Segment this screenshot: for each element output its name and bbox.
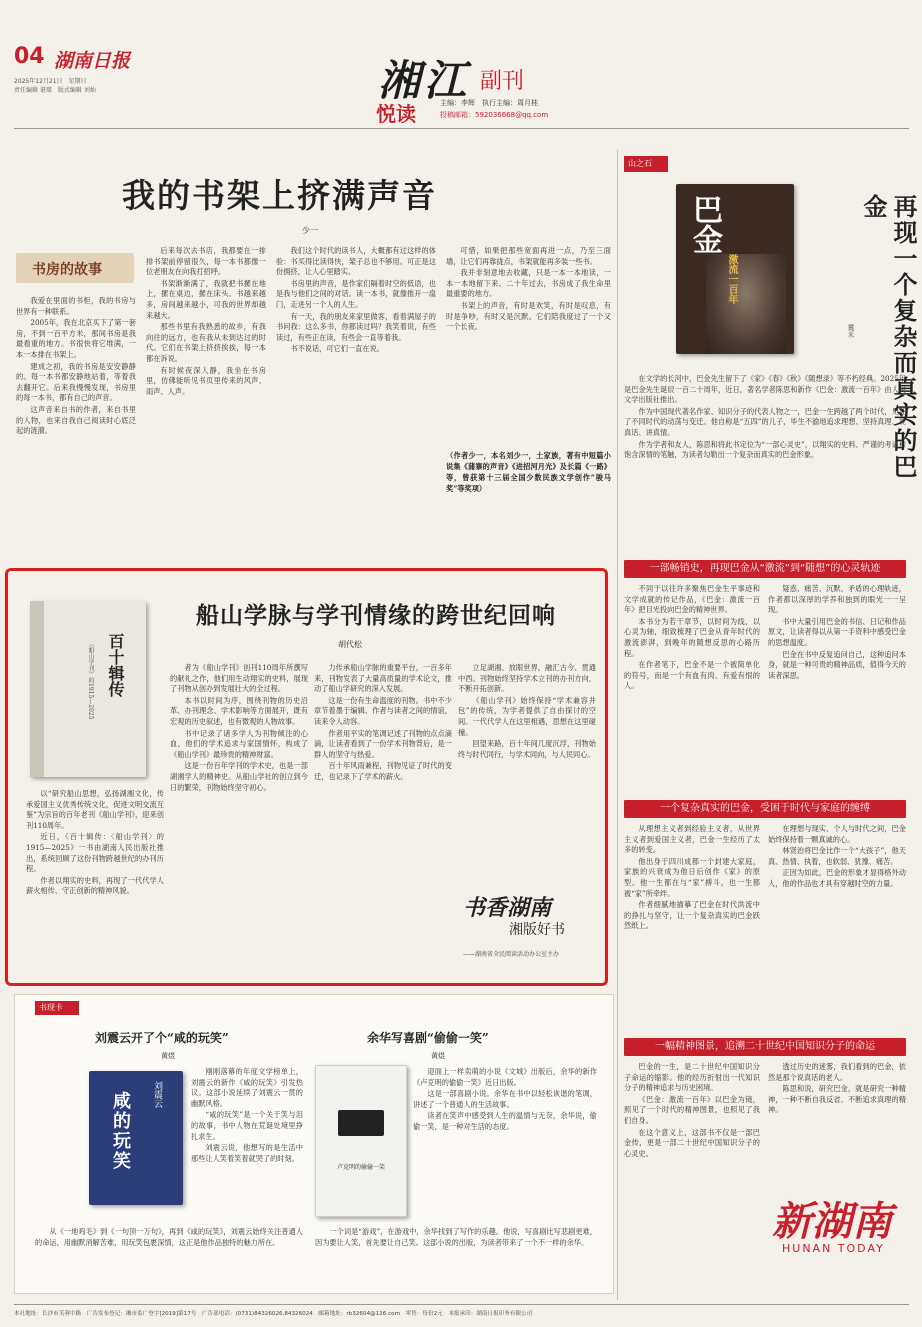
cover-subtitle: 激流一百年	[726, 254, 737, 304]
sidebar-section3-band: 一幅精神图景，追溯二十世纪中国知识分子的命运	[624, 1038, 906, 1056]
sidebar-section2-band: 一个复杂真实的巴金，受困于时代与家庭的缠缚	[624, 800, 906, 818]
editor-line: 责任编辑 谌璨 版式编辑 刘灿	[14, 87, 96, 94]
feature-book-title: 百十辑传	[106, 633, 125, 697]
masthead	[14, 44, 164, 99]
feature-box	[5, 568, 608, 986]
masthead-rule	[14, 128, 909, 129]
sidebar-book-cover	[676, 184, 794, 354]
left-review-bottom: 从《一地鸡毛》到《一句顶一万句》，再到《咸的玩笑》，刘震云始终关注普通人的命运，用幽默消解苦难，用玩笑包裹深情，这正是他作品独特的魅力所在。	[35, 1227, 303, 1247]
left-review-title: 刘震云开了个“咸的玩笑”	[95, 1031, 229, 1045]
right-review-bottom: 一个词是“游戏”，在游戏中，余华找到了写作的乐趣。他说，写喜剧比写悲剧更难，因为要让人笑，首先要让自己笑。这部小说的出版，为读者带来了一个不一样的余华。	[315, 1227, 597, 1247]
supplement-info-1: 主编：李辉 执行主编：周月桂	[440, 99, 538, 107]
sidebar-section1-col2: 疑惑、痛苦、沉默、矛盾的心理轨迹，作者都以深厚的学养和独到的眼光一一呈现。 书中大量引用巴金的书信、日记和作品原文，让读者得以从第一手资料中感受巴金的思想温度。 巴金在书中反复追问自己，这种追问本身，就是一种可贵的精神品质，值得今天的读者深思。	[768, 584, 906, 680]
feature-body-col2: 者为《船山学刊》创刊110周年所撰写的献礼之作，他们用生动翔实的史料，展现了刊物从创办到发展壮大的全过程。 本书以时间为序，围绕刊物的历史沿革、办刊理念、学术影响等方面展开，既有宏观的历史叙述，也有微观的人物故事。 书中记录了诸多学人为刊物倾注的心血，他们的学术追求与家国情怀，构成了《船山学刊》最珍贵的精神财富。 这是一份百年学刊的学术史，也是一部湖湘学人的精神史。从船山学社的创立到今日的繁荣，刊物始终坚守初心。	[170, 663, 308, 792]
lead-body-col3: 我们这个时代的读书人，大概都有过这样的体验：书买得比读得快，架子总也不够用。可正是这份拥挤，让人心里踏实。 书房里的声音，是作家们隔着时空的低语，也是我与他们之间的对话。读一本书，就像推开一扇门，走进另一个人的人生。 有一天，我的朋友来家里做客，看着满屋子的书问我：这么多书，你都读过吗？我笑着说，有些读过，有些正在读，有些会一直等着我。 书不说话，可它们一直在说。	[276, 246, 436, 354]
lead-title: 我的书架上挤满声音	[122, 176, 437, 215]
lead-body-col4: 可惜，如果把那些宽面再进一点，乃至三面墙，让它们再靠拢点，书架就能再多装一些书。 我并非刻意地去收藏，只是一本一本地读，一本一本地留下来。二十年过去，书房成了我生命里最重要的地方。 书架上的声音，有时是欢笑，有时是叹息，有时是争吵，有时又是沉默。它们陪我度过了一个又一个长夜。	[446, 246, 611, 332]
right-book-cover	[315, 1065, 407, 1217]
watermark-sub: HUNAN TODAY	[782, 1242, 885, 1255]
right-review-title: 余华写喜剧“偷偷一笑”	[367, 1031, 489, 1045]
logo-main: 书香湖南	[463, 895, 552, 921]
cover-title: 巴金	[687, 194, 722, 254]
page-number: 04	[14, 44, 45, 69]
feature-body-col1: 以“研究船山思想，弘扬湖湘文化，传承爱国主义优秀传统文化，促进文明交流互鉴”为宗旨的百年老刊《船山学刊》，迎来创刊110周年。 近日，《百十辑传：〈船山学刊〉的1915—2025》一书由湖南人民出版社推出，系统回顾了这份刊物跨越世纪的办刊历程。 作者以翔实的史料，再现了一代代学人薪火相传、守正创新的精神风貌。	[26, 789, 164, 896]
supplement-subtitle-fukan: 副刊	[480, 69, 525, 94]
left-review-author: 黄煜	[161, 1052, 175, 1060]
bottom-column-tag	[35, 1001, 79, 1015]
cover-portrait	[706, 254, 786, 354]
left-book-title: 咸的玩笑	[110, 1091, 131, 1171]
column-divider	[617, 150, 618, 1300]
feature-title: 船山学脉与学刊情缘的跨世纪回响	[196, 602, 556, 629]
lead-article	[14, 150, 614, 550]
sidebar-section3-col1: 巴金的一生，是二十世纪中国知识分子命运的缩影。他的经历折射出一代知识分子的精神追求与历史困境。 《巴金：激流一百年》以巴金为镜，照见了一个时代的精神图景，也照见了我们自身。 在这个意义上，这部书不仅是一部巴金传，更是一部二十世纪中国知识分子的心灵史。	[624, 1062, 760, 1158]
logo-sub: 湘版好书	[509, 922, 565, 938]
lead-caption: （作者少一，本名刘少一，土家族，著有中短篇小说集《蒲寨的声音》《进招河月光》及长篇《一路》等，曾获第十三届全国少数民族文学创作“骏马奖”等奖项）	[446, 451, 611, 493]
logo-caption: ——湖南省全民阅读活动办公室主办	[463, 951, 560, 958]
sidebar-author: 冀禾	[847, 324, 855, 338]
reading-logo	[463, 891, 603, 971]
feature-body-col4: 立足湖湘、放眼世界，融汇古今、贯通中西。刊物始终坚持学术立刊的办刊方向，不断开拓创新。 《船山学刊》始终保持“学术兼容并包”的传统，为学者提供了自由探讨的空间。一代代学人在这里相遇，思想在这里碰撞。 回望来路，百十年间几度沉浮，刊物始终与时代同行，与学术同向，与人民同心。	[458, 663, 596, 759]
lead-body-col2: 后来每次去书店，我都要在一排排书架前停留很久，每一本书都像一位老朋友在向我打招呼。 书架渐渐满了，我就把书摞在地上，摞在桌边，摞在床头。书越来越多，房间越来越小，可我的世界却越来越大。 那些书里有我熟悉的故乡，有我向往的远方，也有我从未到达过的时代。它们在书架上挤挤挨挨，每一本都在诉说。 有时候夜深人静，我坐在书房里，仿佛能听见书页里传来的风声、雨声、人声。	[146, 246, 266, 396]
right-book-title: 卢克明的偷偷一笑	[336, 1164, 385, 1171]
date-line: 2025年12月21日 星期日	[14, 78, 87, 85]
column-tag-study-text: 书房的故事	[32, 262, 102, 278]
left-book-cover	[89, 1071, 183, 1205]
sidebar-section2-col2: 在理想与现实、个人与时代之间，巴金始终保持着一颗真诚的心。 林贤治将巴金比作一个“大孩子”，他天真、热情、执着，也软弱、犹豫、痛苦。 正因为如此，巴金的形象才显得格外动人，他的作品也才具有穿越时空的力量。	[768, 824, 906, 888]
supplement-header	[374, 40, 604, 125]
footer-rule	[14, 1304, 909, 1305]
footer-text: 本社地址：长沙市芙蓉中路 广告发布登记：湘市监广登字[2019]第17号 广告部电话：(0731)84326026,84326024 邮箱地址：rb32604@126.com 零售：每份2元 本报承印：湖南日报印务有限公司	[14, 1311, 533, 1317]
supplement-info-2: 投稿邮箱：592036668@qq.com	[440, 111, 549, 119]
sidebar-section1-col1: 不同于以往许多聚焦巴金生平事迹和文学成就的传记作品，《巴金：激流一百年》把目光投向巴金的精神世界。 本书分为若干章节，以时间为线，以心灵为轴，细致梳理了巴金从青年时代的激流澎湃，到晚年的随想反思的心路历程。 在作者笔下，巴金不是一个被简单化的符号，而是一个有血有肉、有爱有恨的人。	[624, 584, 760, 691]
feature-body-col3: 力传承船山学脉的重要平台，一百多年来，刊物发表了大量高质量的学术论文，推动了船山学研究的深入发展。 这是一份有生命温度的刊物。书中不少章节着墨于编辑、作者与读者之间的情谊，读来令人动容。 作者用平实的笔调记述了刊物的点点滴滴，让读者看到了一份学术刊物背后，是一群人的坚守与热爱。 百十年风雨兼程，刊物见证了时代的变迁，也记录下了学术的薪火。	[314, 663, 452, 781]
right-review-author: 黄煜	[431, 1052, 445, 1060]
bottom-section	[14, 994, 614, 1294]
right-book-art	[338, 1110, 384, 1136]
feature-book-spine	[30, 601, 44, 777]
feature-author: 胡代松	[338, 640, 362, 649]
right-review-side: 迎面上一样卖萌的小说《文城》出版后，余华的新作《卢克明的偷偷一笑》近日出版。 这是一部喜剧小说。余华在书中以轻松诙谐的笔调，讲述了一个普通人的生活故事。 读者在笑声中感受到人生的温情与无奈，余华说，偷偷一笑，是一种对生活的态度。	[413, 1067, 597, 1131]
supplement-title: 湘江	[378, 56, 471, 105]
sidebar-column-tag	[624, 156, 668, 172]
paper-name: 湖南日报	[54, 50, 131, 72]
sidebar-section3-col2: 透过历史的迷雾，我们看到的巴金，依然是那个说真话的老人。 陈思和说，研究巴金，就是研究一种精神，一种不断自我反省、不断追求真理的精神。	[768, 1062, 906, 1115]
bottom-column-tag-text: 书现卡	[39, 1003, 63, 1012]
sidebar-column-tag-text: 山之石	[628, 159, 652, 168]
watermark	[772, 1190, 908, 1270]
sidebar-intro: 在文学的长河中，巴金先生留下了《家》《春》《秋》《随想录》等不朽经典。2025年是巴金先生诞辰一百二十周年，近日，著名学者陈思和新作《巴金：激流一百年》由人民文学出版社推出。 作为中国现代著名作家、知识分子的代表人物之一，巴金一生跨越了两个时代，见证了不同时代的动荡与变迁。他自称是“五四”的儿子，毕生不渝地追求理想、坚持真理、说真话、讲真情。 作为学者和友人，陈思和将此书定位为“一部心灵史”，以翔实的史料、严谨的考证和饱含深情的笔触，为读者勾勒出一个复杂而真实的巴金形象。	[624, 374, 906, 460]
feature-book-cover	[30, 601, 146, 777]
sidebar-section1-band: 一部畅销史，再现巴金从“激流”到“随想”的心灵轨迹	[624, 560, 906, 578]
supplement-yuedu: 悦读	[376, 102, 416, 126]
sidebar	[622, 150, 918, 1320]
left-review-side: 刚刚落幕的年度文学榜单上，刘震云的新作《咸的玩笑》引发热议。这部小说延续了刘震云一贯的幽默风格。 “咸的玩笑”是一个关于笑与泪的故事，书中人物在荒诞处境里挣扎求生。 刘震云说，他想写的是生活中那些让人笑着笑着就哭了的时刻。	[191, 1067, 303, 1163]
watermark-text: 新湖南	[772, 1198, 892, 1245]
sidebar-section2-col1: 从理想主义者到经验主义者，从世界主义者到爱国主义者，巴金一生经历了太多的转变。 他出身于四川成都一个封建大家庭，家族的兴衰成为他日后创作《家》的原型。他一生都在与“家”搏斗，也一生都被“家”所牵绊。 作者细腻地描摹了巴金在时代洪流中的挣扎与坚守，让一个复杂真实的巴金跃然纸上。	[624, 824, 760, 931]
lead-author: 少一	[302, 226, 318, 235]
sidebar-title: 再现一个复杂而真实的巴金	[859, 194, 918, 480]
left-book-author: 刘震云	[152, 1081, 162, 1108]
lead-body-col1: 我爱在里面的书柜，我的书房与世界有一种联系。 2005年，我在北京买下了第一套房，不到一百平方米，那间书房是我最看重的地方。书很快将它堆满，一本一本排在书架上。 建成之初，我的书房是安安静静的。每一本书都安静地站着，等着我去翻开它。后来我慢慢发现，书房里的每一本书，都有自己的声音。 这声音来自书的作者，来自书里的人物，也来自我自己阅读时心底泛起的涟漪。	[16, 296, 136, 436]
feature-book-subtitle: 《船山学刊》的1915—2025	[87, 641, 94, 720]
column-tag-study	[16, 253, 134, 283]
